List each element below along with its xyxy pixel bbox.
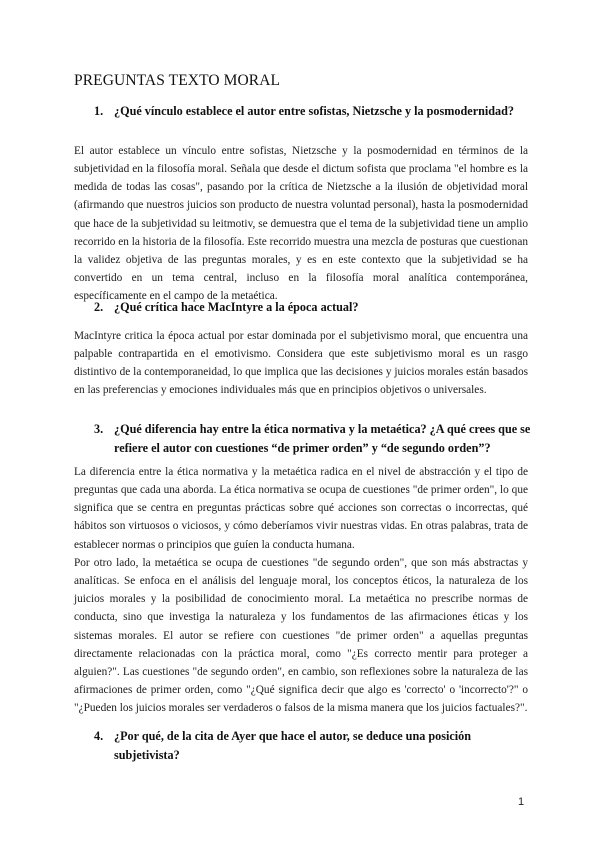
question-number: 3. xyxy=(94,422,104,436)
question-number: 2. xyxy=(94,300,104,314)
page-number: 1 xyxy=(518,796,525,808)
question-4 xyxy=(94,727,534,765)
question-text: ¿Qué diferencia hay entre la ética normativa y la metaética? ¿A qué crees que se refiere el autor con cuestiones “de primer orden” y “de segundo orden”? xyxy=(114,422,531,455)
question-1 xyxy=(94,102,534,121)
document-title: PREGUNTAS TEXTO MORAL xyxy=(74,72,281,89)
question-number: 1. xyxy=(94,104,104,118)
question-text: ¿Qué crítica hace MacIntyre a la época actual? xyxy=(114,300,359,314)
question-number: 4. xyxy=(94,729,104,743)
question-2 xyxy=(94,298,534,317)
question-text: ¿Por qué, de la cita de Ayer que hace el autor, se deduce una posición subjetivista? xyxy=(114,729,472,762)
question-3 xyxy=(94,420,534,458)
question-text: ¿Qué vínculo establece el autor entre sofistas, Nietzsche y la posmodernidad? xyxy=(114,104,515,118)
answer-paragraph: El autor establece un vínculo entre sofistas, Nietzsche y la posmodernidad en términos de la subjetividad en la filosofía moral. Señala que desde el dictum sofista que proclama "el hombre es la medida de todas las cosas", pasando por la crítica de Nietzsche a la ilusión de objetividad moral (afirmando que nuestros juicios son producto de nuestra voluntad personal), hasta la posmodernidad que hace de la subjetividad su leitmotiv, se demuestra que el tema de la subjetividad tiene un amplio recorrido en la historia de la filosofía. Este recorrido muestra una mezcla de posturas que cuestionan la validez objetiva de las preguntas morales, y es en este contexto que la subjetividad se ha convertido en un tema central, incluso en la filosofía moral analítica contemporánea, específicamente en el campo de la metaética. xyxy=(74,145,528,303)
answer-paragraph: La diferencia entre la ética normativa y la metaética radica en el nivel de abstracción y el tipo de preguntas que cada una aborda. La ética normativa se ocupa de cuestiones "de primer orden", lo que significa que se centra en preguntas prácticas sobre qué acciones son correctas o incorrectas, qué hábitos son virtuosos o viciosos, y cómo deberíamos vivir nuestras vidas. En otras palabras, trata de establecer normas o principios que guíen la conducta humana. xyxy=(74,466,528,551)
answer-paragraph: MacIntyre critica la época actual por estar dominada por el subjetivismo moral, que encuentra una palpable contrapartida en el emotivismo. Considera que este subjetivismo moral es un rasgo distintivo de la contemporaneidad, lo que implica que las decisiones y juicios morales están basados en las preferencias y emociones individuales más que en principios objetivos o universales. xyxy=(74,330,528,397)
answer-paragraph: Por otro lado, la metaética se ocupa de cuestiones "de segundo orden", que son más abstractas y analíticas. Se enfoca en el análisis del lenguaje moral, los conceptos éticos, la naturaleza de los juicios morales y la posibilidad de conocimiento moral. La metaética no prescribe normas de conducta, sino que investiga la naturaleza y los fundamentos de las afirmaciones éticas y los sistemas morales. El autor se refiere con cuestiones "de primer orden" a aquellas preguntas directamente relacionadas con la práctica moral, como "¿Es correcto mentir para proteger a alguien?". Las cuestiones "de segundo orden", en cambio, son reflexiones sobre la naturaleza de las afirmaciones de primer orden, como "¿Qué significa decir que algo es 'correcto' o 'incorrecto'?" o "¿Pueden los juicios morales ser verdaderos o falsos de la misma manera que los juicios factuales?". xyxy=(74,557,528,715)
